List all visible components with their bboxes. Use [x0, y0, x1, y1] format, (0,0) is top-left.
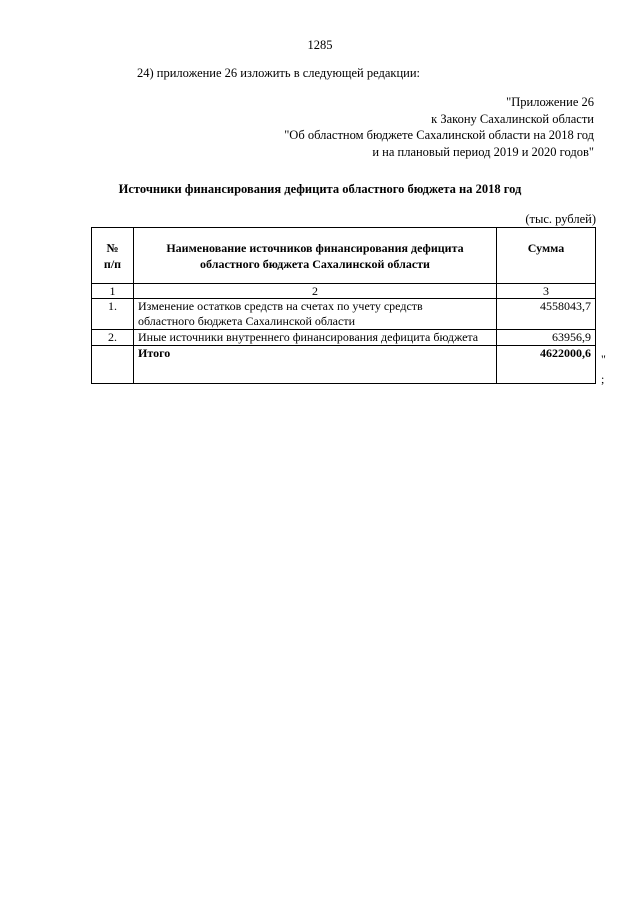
page-number: 1285	[307, 38, 333, 52]
table-row	[92, 330, 596, 346]
total-empty-cell	[92, 346, 134, 384]
row-1-name-line-2: областного бюджета Сахалинской области	[138, 314, 355, 328]
financing-table-wrapper	[91, 227, 596, 384]
row-1-name	[134, 299, 497, 330]
appendix-line-2: к Закону Сахалинской области	[431, 111, 594, 126]
row-1-sum: 4558043,7	[497, 299, 596, 330]
header-name	[134, 228, 497, 284]
financing-table	[91, 227, 596, 384]
total-label: Итого	[134, 346, 497, 384]
header-number	[92, 228, 134, 284]
header-sum: Сумма	[497, 228, 596, 284]
header-number-line-1: №	[106, 241, 119, 255]
intro-text: 24) приложение 26 изложить в следующей редакции:	[137, 66, 420, 80]
header-number-line-2: п/п	[103, 257, 122, 271]
row-1-name-line-1: Изменение остатков средств на счетах по учету средств	[138, 299, 423, 313]
table-header-row	[92, 228, 596, 284]
closing-quote-mark: "	[601, 352, 606, 366]
header-name-line-1: Наименование источников финансирования дефицита	[166, 241, 464, 255]
row-2-name: Иные источники внутреннего финансирования дефицита бюджета	[134, 330, 497, 346]
units-note: (тыс. рублей)	[525, 212, 596, 226]
appendix-reference	[284, 94, 594, 160]
table-heading: Источники финансирования дефицита областного бюджета на 2018 год	[118, 182, 522, 196]
table-total-row	[92, 346, 596, 384]
index-cell-2: 2	[134, 284, 497, 299]
row-2-number: 2.	[92, 330, 134, 346]
row-1-number: 1.	[92, 299, 134, 330]
table-index-row	[92, 284, 596, 299]
total-sum: 4622000,6	[497, 346, 596, 384]
appendix-line-3: "Об областном бюджете Сахалинской области на 2018 год	[284, 128, 594, 142]
header-name-line-2: областного бюджета Сахалинской области	[200, 257, 430, 271]
table-row	[92, 299, 596, 330]
index-cell-1: 1	[92, 284, 134, 299]
closing-semicolon: ;	[601, 372, 605, 386]
appendix-line-4: и на плановый период 2019 и 2020 годов"	[372, 144, 594, 159]
row-2-sum: 63956,9	[497, 330, 596, 346]
index-cell-3: 3	[497, 284, 596, 299]
appendix-line-1: "Приложение 26	[506, 95, 594, 109]
